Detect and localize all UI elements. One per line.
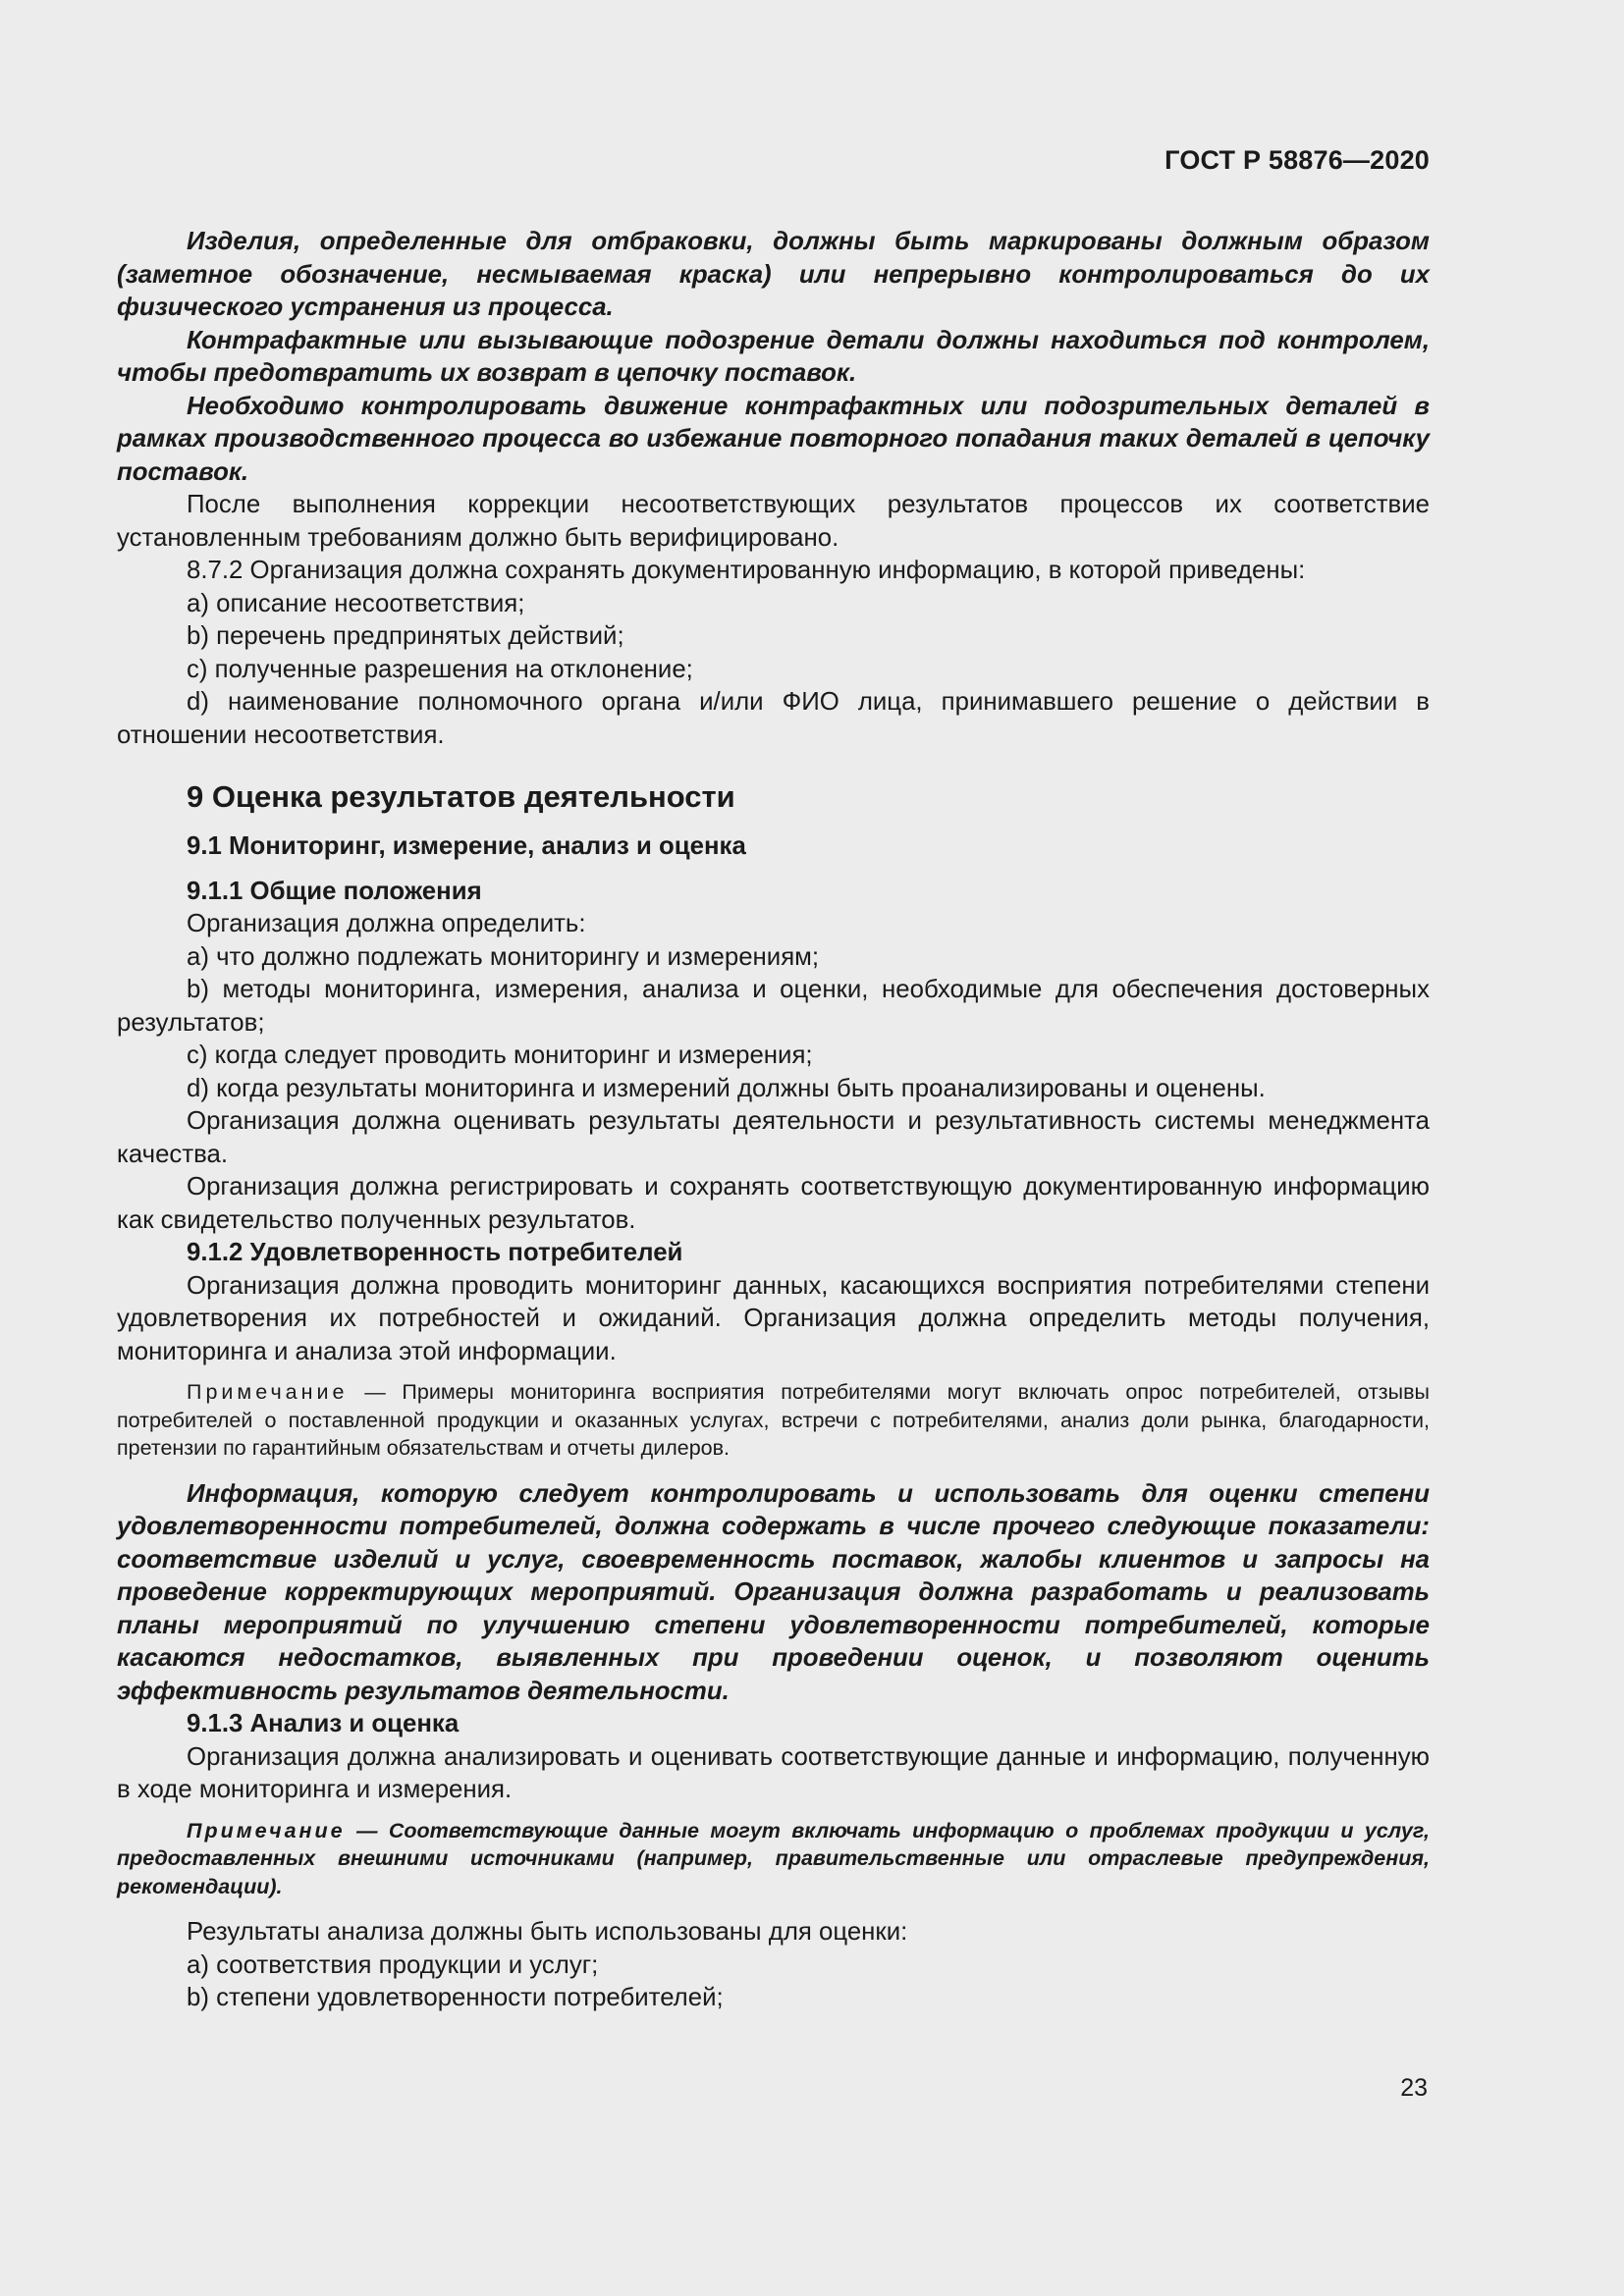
list-item: d) наименование полномочного органа и/или ФИО лица, принимавшего решение о действии в отношении несоответствия. [117, 688, 1430, 749]
section-heading-9-1-3: 9.1.3 Анализ и оценка [187, 1710, 460, 1737]
note-label: Примечание [187, 1818, 346, 1842]
note-customer-perception [117, 1378, 1430, 1463]
paragraph-evaluate-performance: Организация должна оценивать результаты деятельности и результативность системы менеджмента качества. [117, 1107, 1430, 1168]
note-label: Примечание [187, 1380, 349, 1404]
page-number: 23 [1400, 2074, 1428, 2102]
paragraph-8-7-2: 8.7.2 Организация должна сохранять документированную информацию, в которой приведены: [187, 557, 1306, 584]
section-heading-9-1-2: 9.1.2 Удовлетворенность потребителей [187, 1239, 683, 1266]
note-relevant-data [117, 1817, 1430, 1901]
note-text: — Примеры мониторинга восприятия потребителями могут включать опрос потребителей, отзывы потребителей о поставленной продукции и оказанных услугах, встречи с потребителями, анализ доли рынка, благодарности, претензии по гарантийным обязательствам и отчеты дилеров. [117, 1380, 1430, 1460]
list-item: b) степени удовлетворенности потребителей; [187, 1984, 724, 2011]
list-item: c) когда следует проводить мониторинг и измерения; [187, 1041, 813, 1069]
document-code-header: ГОСТ Р 58876—2020 [1164, 145, 1430, 175]
list-item: a) описание несоответствия; [187, 589, 525, 617]
list-item: b) методы мониторинга, измерения, анализа и оценки, необходимые для обеспечения достоверных результатов; [117, 976, 1430, 1037]
paragraph-retain-information: Организация должна регистрировать и сохранять соответствующую документированную информацию как свидетельство полученных результатов. [117, 1173, 1430, 1234]
section-heading-9-1-1: 9.1.1 Общие положения [187, 877, 482, 905]
paragraph-analyze-evaluate: Организация должна анализировать и оценивать соответствующие данные и информацию, полученную в ходе мониторинга и измерения. [117, 1742, 1430, 1803]
paragraph-counterfeit-control: Контрафактные или вызывающие подозрение детали должны находиться под контролем, чтобы предотвратить их возврат в цепочку поставок. [117, 326, 1430, 387]
paragraph-correction-verification: После выполнения коррекции несоответствующих результатов процессов их соответствие установленным требованиям должно быть верифицировано. [117, 491, 1430, 552]
list-item: b) перечень предпринятых действий; [187, 622, 624, 650]
paragraph-rejected-items: Изделия, определенные для отбраковки, должны быть маркированы должным образом (заметное обозначение, несмываемая краска) или непрерывно контролироваться до их физического устранения из процесса. [117, 228, 1430, 321]
list-item: c) полученные разрешения на отклонение; [187, 655, 693, 683]
paragraph-satisfaction-indicators: Информация, которую следует контролировать и использовать для оценки степени удовлетворенности потребителей, должна содержать в числе прочего следующие показатели: соответствие изделий и услуг, своевременность поставок, жалобы клиентов и запросы на проведение корректирующих мероприятий. Организация должна разработать и реализовать планы мероприятий по улучшению степени удовлетворенности потребителей, которые касаются недостатков, выявленных при проведении оценок, и позволяют оценить эффективность результатов деятельности. [117, 1479, 1430, 1705]
paragraph-customer-monitoring: Организация должна проводить мониторинг данных, касающихся восприятия потребителями степени удовлетворения их потребностей и ожиданий. Организация должна определить методы получения, мониторинга и анализа этой информации. [117, 1271, 1430, 1365]
paragraph-counterfeit-movement: Необходимо контролировать движение контрафактных или подозрительных деталей в рамках производственного процесса во избежание повторного попадания таких деталей в цепочку поставок. [117, 392, 1430, 486]
section-heading-9: 9 Оценка результатов деятельности [187, 779, 735, 814]
paragraph-organization-define: Организация должна определить: [187, 910, 586, 937]
document-body [117, 226, 1430, 2015]
list-item: a) что должно подлежать мониторингу и измерениям; [187, 942, 820, 971]
section-heading-9-1: 9.1 Мониторинг, измерение, анализ и оценка [187, 832, 746, 860]
list-item: a) соответствия продукции и услуг; [187, 1950, 599, 1979]
note-text: — Соответствующие данные могут включать информацию о проблемах продукции и услуг, предоставленных внешними источниками (например, правительственные или отраслевые предупреждения, рекомендации). [117, 1818, 1430, 1898]
paragraph-analysis-results: Результаты анализа должны быть использованы для оценки: [187, 1918, 908, 1946]
list-item: d) когда результаты мониторинга и измерений должны быть проанализированы и оценены. [187, 1074, 1266, 1102]
